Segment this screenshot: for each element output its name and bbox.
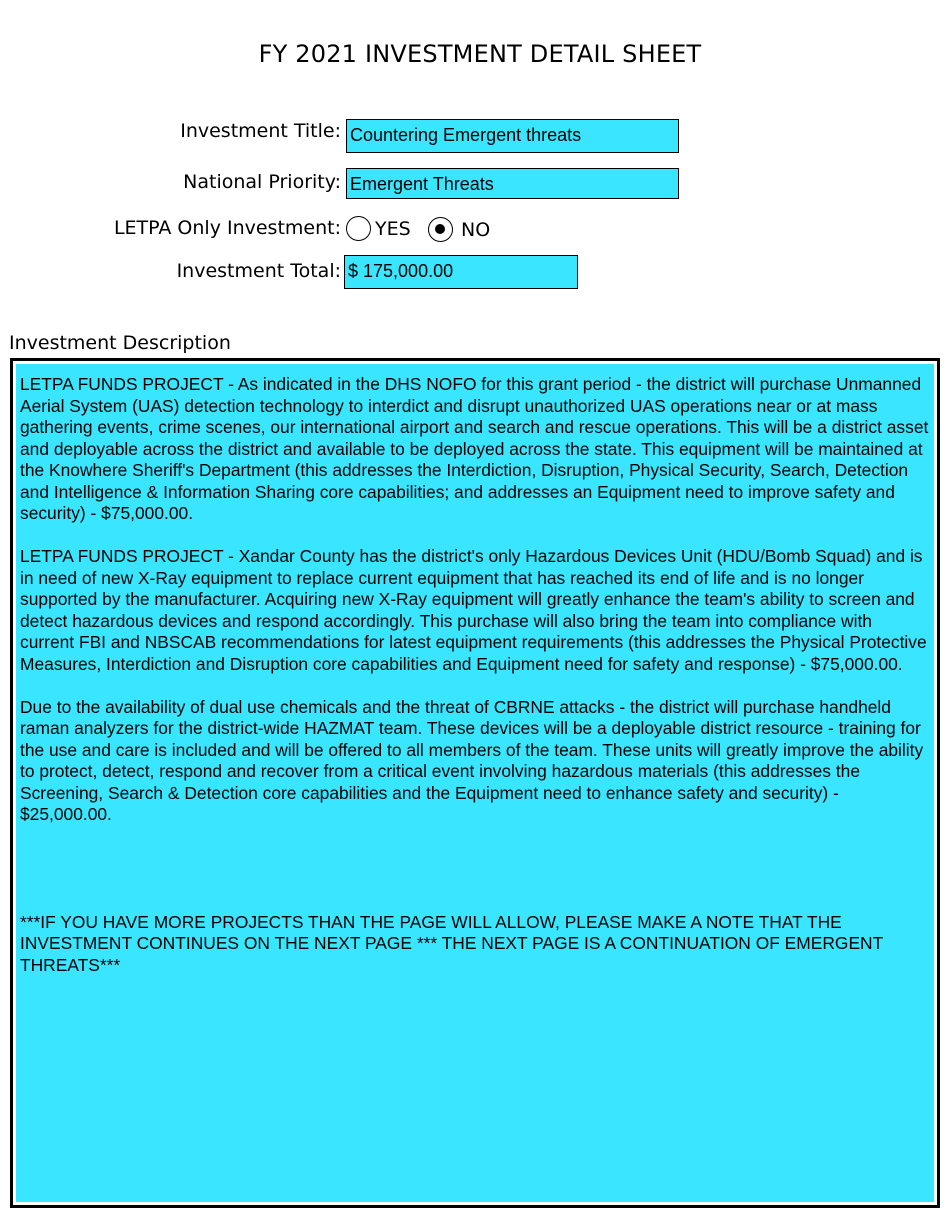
letpa-yes-option[interactable] bbox=[346, 216, 411, 241]
letpa-no-radio[interactable] bbox=[428, 217, 453, 242]
investment-total-field[interactable]: $ 175,000.00 bbox=[344, 255, 578, 289]
description-paragraph: Due to the availability of dual use chemicals and the threat of CBRNE attacks - the district will purchase handheld raman analyzers for the district-wide HAZMAT team. These devices will be a deployable district resource - training for the use and care is included and will be offered to all members of the team. These units will greatly improve the ability to protect, detect, respond and recover from a critical event involving hazardous materials (this addresses the Screening, Search & Detection core capabilities and the Equipment need to enhance safety and security) - $25,000.00. bbox=[20, 696, 924, 824]
investment-title-field[interactable]: Countering Emergent threats bbox=[346, 119, 679, 153]
national-priority-field[interactable]: Emergent Threats bbox=[346, 168, 679, 199]
investment-title-label: Investment Title: bbox=[180, 120, 341, 142]
description-paragraph: LETPA FUNDS PROJECT - Xandar County has the district's only Hazardous Devices Unit (HDU/Bomb Squad) and is in need of new X-Ray equipment to replace current equipment that has reached its end of life and is no longer supported by the manufacturer. Acquiring new X-Ray equipment will greatly enhance the team's ability to screen and detect hazardous devices and respond accordingly. This purchase will also bring the team into compliance with current FBI and NBSCAB recommendations for latest equipment requirements (this addresses the Physical Protective Measures, Interdiction and Disruption core capabilities and Equipment need for safety and response) - $75,000.00. bbox=[20, 546, 927, 674]
letpa-no-label: NO bbox=[461, 218, 491, 241]
letpa-yes-label: YES bbox=[375, 217, 411, 240]
letpa-only-label: LETPA Only Investment: bbox=[113, 217, 341, 239]
letpa-yes-radio[interactable] bbox=[346, 216, 371, 241]
national-priority-label: National Priority: bbox=[183, 171, 341, 193]
investment-description-textarea[interactable] bbox=[16, 364, 934, 1202]
investment-description-label: Investment Description bbox=[9, 332, 231, 354]
letpa-no-option[interactable] bbox=[428, 217, 490, 242]
continuation-note: ***IF YOU HAVE MORE PROJECTS THAN THE PAGE WILL ALLOW, PLEASE MAKE A NOTE THAT THE INVESTMENT CONTINUES ON THE NEXT PAGE *** THE NEXT PAGE IS A CONTINUATION OF EMERGENT THREATS*** bbox=[20, 911, 883, 975]
description-paragraph: LETPA FUNDS PROJECT - As indicated in the DHS NOFO for this grant period - the district will purchase Unmanned Aerial System (UAS) detection technology to interdict and disrupt unauthorized UAS operations near or at mass gathering events, crime scenes, our international airport and search and rescue operations. This will be a district asset and deployable across the district and available to be deployed across the state. This equipment will be maintained at the Knowhere Sheriff's Department (this addresses the Interdiction, Disruption, Physical Security, Search, Detection and Intelligence & Information Sharing core capabilities; and addresses an Equipment need to improve safety and security) - $75,000.00. bbox=[20, 374, 929, 523]
investment-total-label: Investment Total: bbox=[176, 260, 341, 282]
investment-description-box bbox=[10, 358, 940, 1208]
page-title: FY 2021 INVESTMENT DETAIL SHEET bbox=[258, 40, 702, 68]
